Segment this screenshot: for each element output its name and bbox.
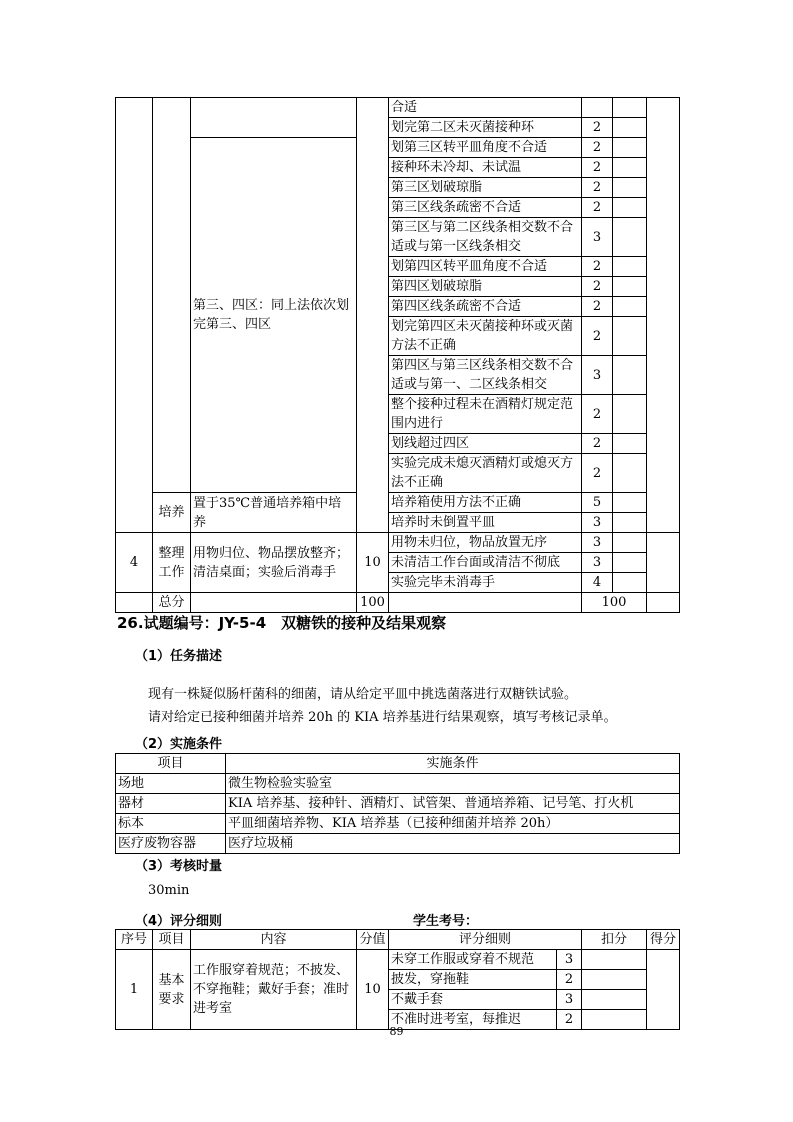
criterion-cell: 不准时进考室，每推迟 (389, 1010, 557, 1030)
total-row (116, 593, 680, 613)
criterion-cell: 划第三区转平皿角度不合适 (389, 138, 582, 158)
value-cell (357, 98, 389, 533)
task-paragraph-1: 现有一株疑似肠杆菌科的细菌，请从给定平皿中挑选菌落进行双糖铁试验。 (148, 687, 578, 702)
header-criteria: 评分细则 (389, 930, 582, 950)
criterion-cell: 不戴手套 (389, 990, 557, 1010)
criterion-cell: 划完第二区未灭菌接种环 (389, 118, 582, 138)
deduct-cell (613, 277, 647, 297)
content-cell (191, 98, 357, 138)
criterion-cell: 第三区线条疏密不合适 (389, 198, 582, 218)
criterion-cell: 整个接种过程未在酒精灯规定范围内进行 (389, 395, 582, 434)
total-value: 100 (357, 593, 389, 613)
table-row (116, 834, 680, 854)
condition-label: 场地 (116, 774, 226, 794)
deduct-cell (613, 98, 647, 118)
rules-heading: （4）评分细则 (135, 914, 223, 929)
deduct-cell (613, 138, 647, 158)
deduct-cell (613, 493, 647, 513)
table-row (116, 138, 680, 158)
task-paragraph-2: 请对给定已接种细菌并培养 20h 的 KIA 培养基进行结果观察，填写考核记录单。 (148, 710, 617, 725)
criterion-cell: 第四区划破琼脂 (389, 277, 582, 297)
criterion-score: 3 (582, 513, 613, 533)
criterion-score: 3 (557, 950, 582, 970)
criterion-score: 2 (557, 1010, 582, 1030)
condition-value: KIA 培养基、接种针、酒精灯、试管架、普通培养箱、记号笔、打火机 (226, 794, 680, 814)
criterion-score: 2 (582, 297, 613, 317)
deduct-cell (613, 573, 647, 593)
header-item: 项目 (153, 930, 191, 950)
culture-content: 置于35℃普通培养箱中培养 (191, 493, 357, 533)
criterion-cell: 培养箱使用方法不正确 (389, 493, 582, 513)
criterion-score: 2 (582, 257, 613, 277)
criterion-score: 2 (557, 970, 582, 990)
header-no: 序号 (116, 930, 153, 950)
deduct-cell (613, 158, 647, 178)
header-value: 分值 (357, 930, 389, 950)
criterion-cell: 实验完成未熄灭酒精灯或熄灭方法不正确 (389, 454, 582, 493)
criterion-cell: 划第四区转平皿角度不合适 (389, 257, 582, 277)
criterion-cell: 用物未归位，物品放置无序 (389, 533, 582, 553)
criterion-cell: 实验完毕未消毒手 (389, 573, 582, 593)
condition-label: 器材 (116, 794, 226, 814)
zone-content: 第三、四区：同上法依次划完第三、四区 (191, 138, 357, 493)
criterion-cell: 划完第四区未灭菌接种环或灭菌方法不正确 (389, 317, 582, 356)
criterion-cell: 划线超过四区 (389, 434, 582, 454)
total-empty (389, 593, 582, 613)
criterion-score: 3 (557, 990, 582, 1010)
criterion-score: 5 (582, 493, 613, 513)
deduct-cell (613, 454, 647, 493)
deduct-cell (613, 297, 647, 317)
deduct-cell (613, 533, 647, 553)
final-score-cell (647, 533, 680, 593)
criterion-score: 2 (582, 118, 613, 138)
table-row (116, 774, 680, 794)
time-heading: （3）考核时量 (135, 859, 223, 874)
criterion-score: 3 (582, 553, 613, 573)
header-score: 得分 (647, 930, 680, 950)
criterion-score: 2 (582, 178, 613, 198)
criterion-cell: 第三区划破琼脂 (389, 178, 582, 198)
row4-no: 4 (116, 533, 153, 593)
table-row (116, 794, 680, 814)
criterion-cell: 接种环未冷却、未试温 (389, 158, 582, 178)
criterion-score: 3 (582, 356, 613, 395)
deduct-cell (613, 198, 647, 218)
final-score-cell (647, 98, 680, 533)
deduct-cell (613, 434, 647, 454)
row4-content: 用物归位、物品摆放整齐；清洁桌面；实验后消毒手 (191, 533, 357, 593)
header-content: 内容 (191, 930, 357, 950)
deduct-cell (613, 218, 647, 257)
time-value: 30min (148, 883, 190, 898)
condition-value: 微生物检验实验室 (226, 774, 680, 794)
section-title: 26.试题编号：JY-5-4 双糖铁的接种及结果观察 (117, 614, 447, 632)
header-item: 项目 (116, 754, 226, 774)
criterion-score: 2 (582, 158, 613, 178)
row-content: 工作服穿着规范；不披发、不穿拖鞋；戴好手套；准时进考室 (191, 950, 357, 1030)
page-number: 89 (389, 1025, 404, 1038)
criterion-cell: 未穿工作服或穿着不规范 (389, 950, 557, 970)
total-score: 100 (582, 593, 647, 613)
deduct-cell (613, 356, 647, 395)
table-header-row (116, 754, 680, 774)
deduct-cell (582, 990, 647, 1010)
criterion-cell: 培养时未倒置平皿 (389, 513, 582, 533)
criterion-cell: 披发，穿拖鞋 (389, 970, 557, 990)
criterion-score: 2 (582, 198, 613, 218)
criterion-cell: 合适 (389, 98, 582, 118)
table-row (116, 533, 680, 553)
item-cell (153, 98, 191, 493)
condition-value: 平皿细菌培养物、KIA 培养基（已接种细菌并培养 20h） (226, 814, 680, 834)
scoring-table-part1 (115, 97, 680, 613)
row4-value: 10 (357, 533, 389, 593)
criterion-score: 2 (582, 138, 613, 158)
criterion-score: 3 (582, 533, 613, 553)
condition-value: 医疗垃圾桶 (226, 834, 680, 854)
deduct-cell (613, 553, 647, 573)
deduct-cell (613, 513, 647, 533)
condition-label: 标本 (116, 814, 226, 834)
total-empty (647, 593, 680, 613)
criterion-cell: 第四区与第三区线条相交数不合适或与第一、二区线条相交 (389, 356, 582, 395)
table-row (116, 493, 680, 513)
row-value: 10 (357, 950, 389, 1030)
deduct-cell (613, 317, 647, 356)
task-heading: （1）任务描述 (135, 649, 223, 664)
criterion-score: 2 (582, 317, 613, 356)
student-id-label: 学生考号： (413, 914, 479, 929)
culture-item: 培养 (153, 493, 191, 533)
deduct-cell (613, 257, 647, 277)
final-score-cell (647, 950, 680, 1030)
criterion-score: 4 (582, 573, 613, 593)
table-header-row (116, 930, 680, 950)
seq-cell (116, 98, 153, 533)
criterion-cell: 未清洁工作台面或清洁不彻底 (389, 553, 582, 573)
table-row (116, 814, 680, 834)
criterion-score: 2 (582, 277, 613, 297)
criterion-score: 3 (582, 218, 613, 257)
criterion-score (582, 98, 613, 118)
deduct-cell (613, 178, 647, 198)
row-no: 1 (116, 950, 153, 1030)
deduct-cell (613, 395, 647, 434)
criterion-score: 2 (582, 454, 613, 493)
total-label: 总分 (153, 593, 191, 613)
row4-item: 整理工作 (153, 533, 191, 593)
deduct-cell (613, 118, 647, 138)
criterion-score: 2 (582, 434, 613, 454)
table-row (116, 950, 680, 970)
scoring-rules-table (115, 929, 680, 1030)
condition-label: 医疗废物容器 (116, 834, 226, 854)
total-empty (116, 593, 153, 613)
criterion-score: 2 (582, 395, 613, 434)
conditions-heading: （2）实施条件 (135, 737, 223, 752)
conditions-table (115, 753, 680, 854)
table-row (116, 98, 680, 118)
deduct-cell (582, 950, 647, 970)
total-empty (191, 593, 357, 613)
criterion-cell: 第四区线条疏密不合适 (389, 297, 582, 317)
header-condition: 实施条件 (226, 754, 680, 774)
header-deduct: 扣分 (582, 930, 647, 950)
deduct-cell (582, 970, 647, 990)
row-item: 基本要求 (153, 950, 191, 1030)
criterion-cell: 第三区与第二区线条相交数不合适或与第一区线条相交 (389, 218, 582, 257)
